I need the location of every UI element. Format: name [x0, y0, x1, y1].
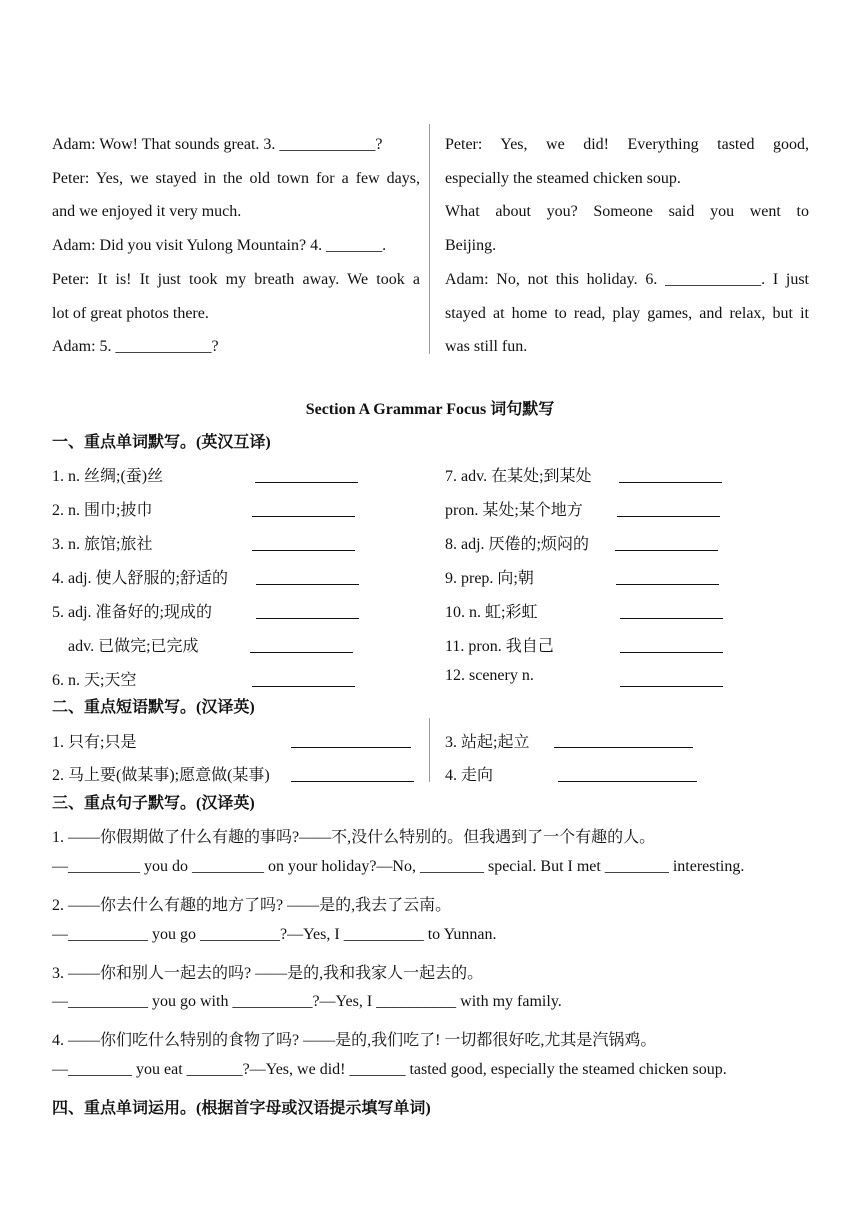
answer-blank[interactable] — [619, 482, 722, 483]
dialogue-line: Peter: Yes, we stayed in the old town for a few days, — [52, 169, 420, 187]
phrase-item: 4. 走向 — [445, 767, 494, 784]
answer-blank[interactable] — [291, 781, 414, 782]
dialogue-line: stayed at home to read, play games, and relax, but it — [445, 304, 809, 322]
dialogue-line: lot of great photos there. — [52, 304, 209, 322]
vocab-item: 7. adv. 在某处;到某处 — [445, 468, 592, 485]
answer-blank[interactable] — [617, 516, 720, 517]
answer-blank[interactable] — [620, 618, 723, 619]
answer-blank[interactable] — [252, 550, 355, 551]
answer-blank[interactable] — [616, 584, 719, 585]
dialogue-line: and we enjoyed it very much. — [52, 203, 242, 221]
vocab-item: 2. n. 围巾;披巾 — [52, 502, 153, 519]
answer-blank[interactable] — [256, 618, 359, 619]
part2-heading: 二、重点短语默写。(汉译英) — [52, 699, 255, 716]
answer-blank[interactable] — [255, 482, 358, 483]
dialogue-line: Adam: 5. ____________? — [52, 338, 219, 356]
sentence-english: —________ you eat _______?—Yes, we did! _______ tasted good, especially the steamed chicken soup. — [52, 1061, 727, 1078]
dialogue-line: Peter: Yes, we did! Everything tasted good, — [445, 136, 809, 153]
answer-blank[interactable] — [620, 686, 723, 687]
vocab-item: adv. 已做完;已完成 — [68, 638, 199, 655]
dialogue-line: What about you? Someone said you went to — [445, 203, 809, 221]
dialogue-line: Adam: Did you visit Yulong Mountain? 4. _______. — [52, 237, 387, 255]
sentence-chinese: 4. ——你们吃什么特别的食物了吗? ——是的,我们吃了! 一切都很好吃,尤其是汽锅鸡。 — [52, 1032, 657, 1049]
answer-blank[interactable] — [252, 516, 355, 517]
answer-blank[interactable] — [558, 781, 697, 782]
answer-blank[interactable] — [291, 747, 411, 748]
sentence-english: —_________ you do _________ on your holiday?—No, ________ special. But I met ________ interesting. — [52, 858, 745, 875]
answer-blank[interactable] — [554, 747, 693, 748]
dialogue-left-column — [52, 128, 420, 364]
vocab-item: 12. scenery n. — [445, 667, 534, 684]
vocab-item: 11. pron. 我自己 — [445, 638, 554, 655]
answer-blank[interactable] — [250, 652, 353, 653]
dialogue-line: especially the steamed chicken soup. — [445, 169, 681, 187]
dialogue-line: Adam: No, not this holiday. 6. ____________. I just — [445, 270, 809, 288]
vocab-item: 9. prep. 向;朝 — [445, 570, 534, 587]
sentence-english: —__________ you go with __________?—Yes, I __________ with my family. — [52, 993, 562, 1010]
part4-heading: 四、重点单词运用。(根据首字母或汉语提示填写单词) — [52, 1100, 431, 1117]
vocab-item: 6. n. 天;天空 — [52, 672, 137, 689]
phrase-item: 1. 只有;只是 — [52, 734, 137, 751]
answer-blank[interactable] — [615, 550, 718, 551]
dialogue-line: Beijing. — [445, 237, 497, 255]
vocab-item: 1. n. 丝绸;(蚕)丝 — [52, 468, 164, 485]
vocab-item: 8. adj. 厌倦的;烦闷的 — [445, 536, 589, 553]
answer-blank[interactable] — [256, 584, 359, 585]
column-divider — [429, 718, 430, 782]
answer-blank[interactable] — [252, 686, 355, 687]
dialogue-line: was still fun. — [445, 338, 528, 356]
sentence-chinese: 2. ——你去什么有趣的地方了吗? ——是的,我去了云南。 — [52, 897, 452, 914]
part3-heading: 三、重点句子默写。(汉译英) — [52, 795, 255, 812]
answer-blank[interactable] — [620, 652, 723, 653]
sentence-chinese: 1. ——你假期做了什么有趣的事吗?——不,没什么特别的。但我遇到了一个有趣的人。 — [52, 829, 656, 846]
dialogue-right-column — [445, 128, 809, 364]
section-title: Section A Grammar Focus 词句默写 — [305, 401, 555, 418]
phrase-item: 2. 马上要(做某事);愿意做(某事) — [52, 767, 270, 784]
vocab-item: 5. adj. 准备好的;现成的 — [52, 604, 212, 621]
dialogue-line: Adam: Wow! That sounds great. 3. ____________? — [52, 136, 383, 153]
column-divider — [429, 124, 430, 354]
part1-heading: 一、重点单词默写。(英汉互译) — [52, 434, 271, 451]
vocab-item: 3. n. 旅馆;旅社 — [52, 536, 153, 553]
sentence-chinese: 3. ——你和别人一起去的吗? ——是的,我和我家人一起去的。 — [52, 965, 484, 982]
dialogue-line: Peter: It is! It just took my breath away. We took a — [52, 270, 420, 288]
vocab-item: pron. 某处;某个地方 — [445, 502, 583, 519]
sentence-english: —__________ you go __________?—Yes, I __________ to Yunnan. — [52, 926, 497, 943]
phrase-item: 3. 站起;起立 — [445, 734, 530, 751]
vocab-item: 4. adj. 使人舒服的;舒适的 — [52, 570, 228, 587]
vocab-item: 10. n. 虹;彩虹 — [445, 604, 538, 621]
